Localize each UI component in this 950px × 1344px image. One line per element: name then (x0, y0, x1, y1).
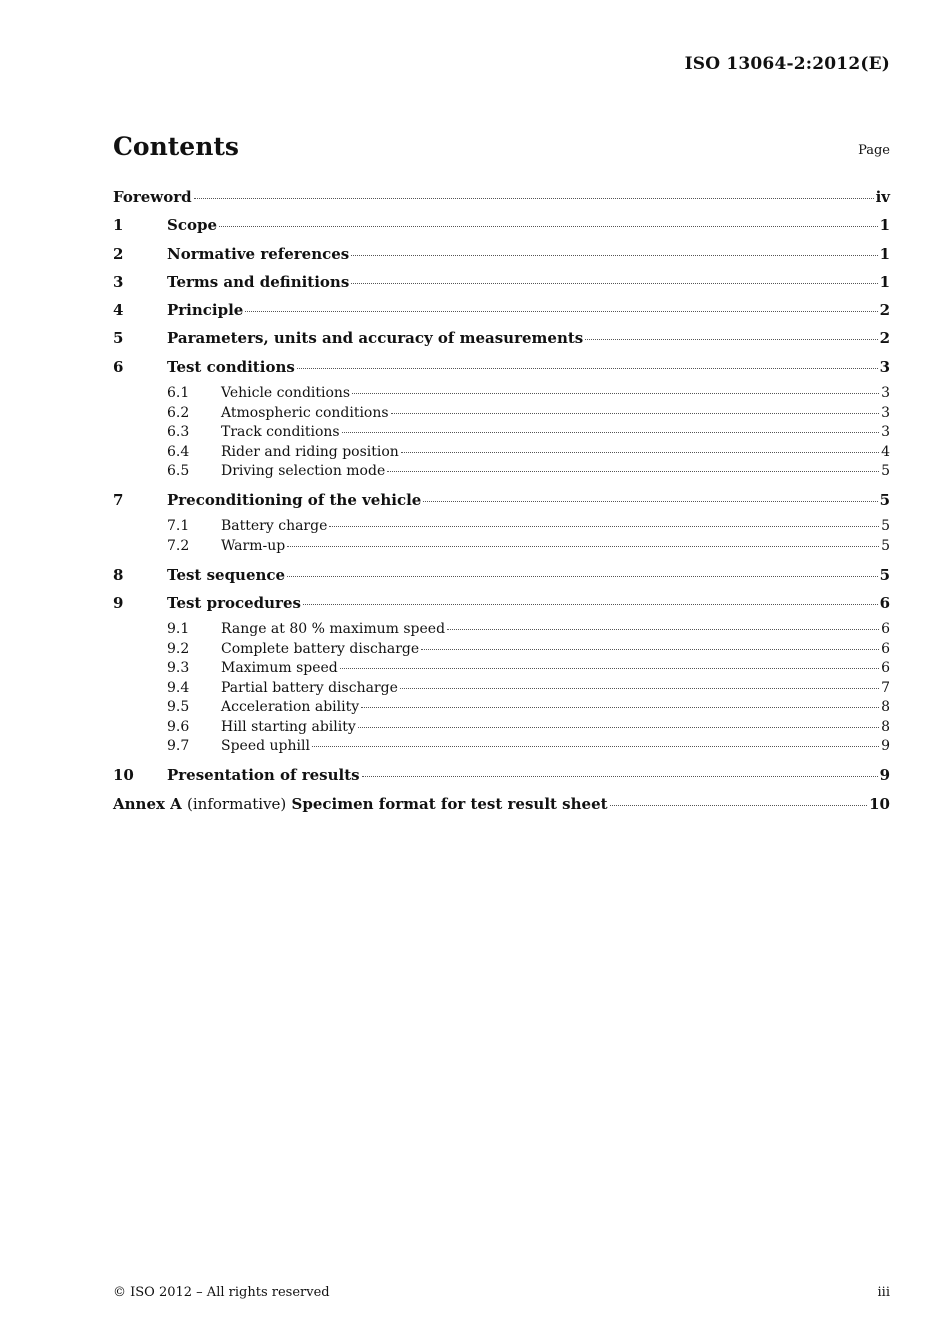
toc-page: 1 (879, 244, 890, 263)
toc-title: Battery charge (221, 518, 328, 535)
toc-page: 10 (869, 794, 890, 813)
toc-number: 9.7 (167, 738, 190, 755)
toc-title: Driving selection mode (221, 463, 386, 480)
toc-entry-9[interactable] (113, 592, 890, 620)
toc-entry-9-4[interactable] (113, 679, 890, 699)
toc-entry-9-1[interactable] (113, 620, 890, 640)
toc-number: 6 (113, 357, 124, 376)
toc-number: 6.5 (167, 463, 190, 480)
document-id: ISO 13064-2:2012(E) (684, 54, 890, 74)
toc-title: Rider and riding position (221, 443, 399, 460)
toc-page: 2 (879, 329, 890, 348)
toc-page: 5 (881, 518, 890, 535)
toc-title: Principle (167, 301, 244, 320)
dot-leader (400, 688, 879, 689)
dot-leader (351, 283, 877, 284)
dot-leader (329, 526, 879, 527)
toc-title: Test procedures (167, 594, 301, 613)
toc-title: Specimen format for test result sheet (291, 794, 608, 813)
toc-page: 4 (881, 443, 890, 460)
toc-number: 9.3 (167, 660, 190, 677)
toc-entry-10[interactable] (113, 764, 890, 792)
toc-entry-9-2[interactable] (113, 640, 890, 660)
dot-leader (287, 576, 877, 577)
toc-number: 6.1 (167, 385, 190, 402)
toc-number: 2 (113, 244, 124, 263)
toc-page: 3 (881, 424, 890, 441)
dot-leader (362, 776, 878, 777)
toc-page: 5 (881, 537, 890, 554)
toc-title: Atmospheric conditions (221, 404, 389, 421)
dot-leader (421, 649, 879, 650)
toc-page: 9 (881, 738, 890, 755)
dot-leader (245, 311, 877, 312)
toc-title: Speed uphill (221, 738, 310, 755)
toc-entry-annex-a[interactable] (113, 793, 890, 821)
copyright-footer: © ISO 2012 – All rights reserved (113, 1285, 330, 1300)
toc-title: Acceleration ability (221, 699, 360, 716)
toc-title: Hill starting ability (221, 718, 356, 735)
toc-title: Track conditions (221, 424, 340, 441)
toc-page: 3 (881, 404, 890, 421)
toc-entry-6[interactable] (113, 356, 890, 384)
dot-leader (194, 198, 874, 199)
toc-title: Preconditioning of the vehicle (167, 491, 422, 510)
toc-page: 3 (879, 357, 890, 376)
dot-leader (610, 805, 868, 806)
toc-title: Parameters, units and accuracy of measurements (167, 329, 584, 348)
dot-leader (312, 746, 879, 747)
toc-title: Normative references (167, 244, 350, 263)
toc-number: 10 (113, 766, 134, 785)
toc-number: 9.1 (167, 621, 190, 638)
toc-entry-1[interactable] (113, 214, 890, 242)
toc-number: 8 (113, 565, 124, 584)
toc-page: 1 (879, 216, 890, 235)
dot-leader (287, 546, 879, 547)
dot-leader (303, 604, 878, 605)
dot-leader (219, 226, 878, 227)
toc-page: 6 (881, 621, 890, 638)
toc-number: 9.4 (167, 679, 190, 696)
toc-number: 3 (113, 272, 124, 291)
toc-title: Warm-up (221, 537, 286, 554)
toc-page: 6 (879, 594, 890, 613)
toc-title: Test conditions (167, 357, 295, 376)
toc-title: Test sequence (167, 565, 286, 584)
toc-title: Range at 80 % maximum speed (221, 621, 446, 638)
toc-number: 7 (113, 491, 124, 510)
toc-entry-9-5[interactable] (113, 698, 890, 718)
toc-page: 3 (881, 385, 890, 402)
toc-page: 9 (879, 766, 890, 785)
toc-title: Presentation of results (167, 766, 360, 785)
toc-entry-6-1[interactable] (113, 384, 890, 404)
page-column-label: Page (858, 143, 890, 158)
toc-number: 6.4 (167, 443, 190, 460)
toc-entry-9-3[interactable] (113, 659, 890, 679)
toc-number: 7.1 (167, 518, 190, 535)
toc-entry-2[interactable] (113, 243, 890, 271)
toc-page: 6 (881, 660, 890, 677)
dot-leader (297, 368, 878, 369)
toc-entry-6-3[interactable] (113, 423, 890, 443)
toc-entry-7[interactable] (113, 489, 890, 517)
toc-page: 8 (881, 718, 890, 735)
dot-leader (387, 471, 879, 472)
toc-number: 5 (113, 329, 124, 348)
contents-heading: Contents (113, 132, 240, 161)
toc-page: 2 (879, 301, 890, 320)
table-of-contents (113, 186, 890, 821)
toc-entry-6-2[interactable] (113, 404, 890, 424)
toc-page: 1 (879, 272, 890, 291)
dot-leader (423, 501, 877, 502)
toc-number: 9.2 (167, 640, 190, 657)
toc-entry-3[interactable] (113, 271, 890, 299)
dot-leader (585, 339, 877, 340)
dot-leader (358, 727, 879, 728)
toc-number: 7.2 (167, 537, 190, 554)
toc-entry-5[interactable] (113, 327, 890, 355)
toc-number: 9.6 (167, 718, 190, 735)
toc-title: Maximum speed (221, 660, 338, 677)
toc-number: 4 (113, 301, 124, 320)
toc-page: 5 (879, 491, 890, 510)
toc-entry-9-6[interactable] (113, 718, 890, 738)
toc-page: iv (875, 188, 890, 206)
page-number: iii (877, 1285, 890, 1300)
dot-leader (447, 629, 879, 630)
toc-entry-7-2[interactable] (113, 537, 890, 564)
annex-label: Annex A (113, 794, 182, 813)
toc-title: Terms and definitions (167, 272, 350, 291)
dot-leader (351, 255, 877, 256)
toc-entry-4[interactable] (113, 299, 890, 327)
toc-page: 7 (881, 679, 890, 696)
toc-title: Partial battery discharge (221, 679, 398, 696)
toc-entry-6-5[interactable] (113, 462, 890, 489)
toc-entry-7-1[interactable] (113, 517, 890, 537)
dot-leader (340, 668, 879, 669)
annex-qualifier: (informative) (187, 794, 287, 813)
dot-leader (391, 413, 880, 414)
toc-title: Scope (167, 216, 218, 235)
toc-number: 6.3 (167, 424, 190, 441)
toc-page: 5 (879, 565, 890, 584)
toc-entry-6-4[interactable] (113, 443, 890, 463)
toc-page: 6 (881, 640, 890, 657)
toc-number: 1 (113, 216, 124, 235)
toc-number: 9 (113, 594, 124, 613)
dot-leader (352, 393, 879, 394)
toc-page: 5 (881, 463, 890, 480)
toc-entry-foreword[interactable] (113, 186, 890, 214)
toc-number: 9.5 (167, 699, 190, 716)
toc-title: Vehicle conditions (221, 385, 351, 402)
toc-page: 8 (881, 699, 890, 716)
dot-leader (361, 707, 879, 708)
toc-title: Complete battery discharge (221, 640, 420, 657)
dot-leader (401, 452, 879, 453)
toc-title: Foreword (113, 188, 192, 206)
dot-leader (342, 432, 879, 433)
toc-entry-9-7[interactable] (113, 737, 890, 764)
toc-number: 6.2 (167, 404, 190, 421)
toc-entry-8[interactable] (113, 564, 890, 592)
